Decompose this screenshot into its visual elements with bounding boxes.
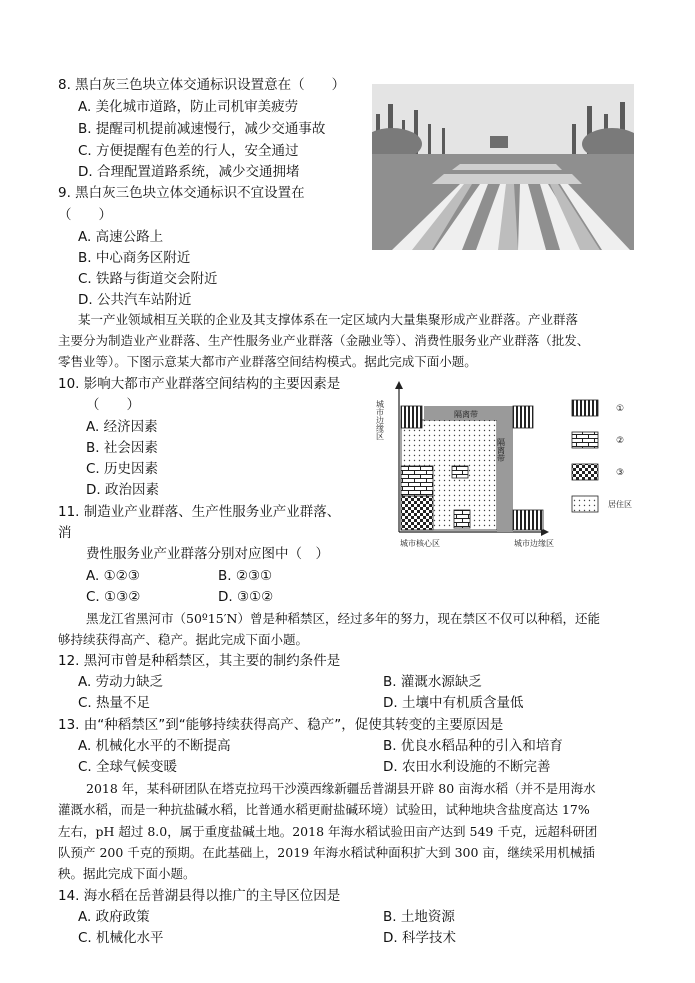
q9-option-c: C. 铁路与街道交会附近	[78, 271, 218, 287]
y-axis-label: 城市边缘区	[375, 400, 385, 440]
q13-option-b: B. 优良水稻品种的引入和培育	[383, 738, 563, 754]
q13-option-d: D. 农田水利设施的不断完善	[383, 759, 551, 775]
question-9-stem: 9. 黑白灰三色块立体交通标识不宜设置在	[58, 185, 305, 201]
passage-1-line-2: 主要分为制造业产业群落、生产性服务业产业群落（金融业等）、消费性服务业产业群落（批发、	[58, 333, 590, 348]
question-10-stem-bracket: （ ）	[86, 397, 140, 413]
q13-option-a: A. 机械化水平的不断提高	[78, 738, 231, 754]
q14-option-a: A. 政府政策	[78, 909, 150, 925]
q12-option-b: B. 灌溉水源缺乏	[383, 674, 482, 690]
legend-label-residential: 居住区	[608, 500, 632, 509]
q11-option-a: A. ①②③	[86, 568, 140, 584]
passage-3-line-5: 秧。据此完成下面小题。	[58, 866, 196, 881]
passage-1-line-3: 零售业等）。下图示意某大都市产业群落空间结构模式。据此完成下面小题。	[58, 354, 477, 369]
question-11-stem: 11. 制造业产业群落、生产性服务业产业群落、	[58, 504, 341, 520]
passage-3-line-1: 2018 年，某科研团队在塔克拉玛干沙漠西缘新疆岳普湖县开辟 80 亩海水稻（并不是用海水	[86, 781, 596, 796]
passage-3-line-3: 左右，pH 超过 8.0，属于重度盐碱土地。2018 年海水稻试验田亩产达到 549 千克，远超科研团	[58, 824, 598, 839]
question-9-stem-bracket: （ ）	[58, 207, 112, 223]
question-8-stem: 8. 黑白灰三色块立体交通标识设置意在（ ）	[58, 77, 346, 93]
passage-2-line-1: 黑龙江省黑河市（50º15′N）曾是种稻禁区，经过多年的努力，现在禁区不仅可以种稻，还能	[86, 611, 600, 626]
question-10-stem: 10. 影响大都市产业群落空间结构的主要因素是	[58, 376, 341, 392]
legend-label-3: ③	[616, 468, 625, 478]
industry-cluster-diagram	[372, 378, 652, 556]
passage-1-line-1: 某一产业领域相互关联的企业及其支撑体系在一定区域内大量集聚形成产业群落。产业群落	[78, 312, 579, 327]
legend-label-2: ②	[616, 436, 625, 446]
q12-option-c: C. 热量不足	[78, 695, 151, 711]
q14-option-b: B. 土地资源	[383, 909, 455, 925]
q13-option-c: C. 全球气候变暖	[78, 759, 178, 775]
q11-option-d: D. ③①②	[218, 589, 274, 605]
question-11-stem-cont-2: 费性服务业产业群落分别对应图中（ ）	[86, 546, 329, 562]
q12-option-d: D. 土壤中有机质含量低	[383, 695, 524, 711]
q14-option-c: C. 机械化水平	[78, 930, 164, 946]
q9-option-b: B. 中心商务区附近	[78, 250, 191, 266]
barrier-side-label: 隔离带	[496, 438, 506, 462]
q11-option-b: B. ②③①	[218, 568, 273, 584]
q10-option-a: A. 经济因素	[86, 419, 158, 435]
q9-option-a: A. 高速公路上	[78, 229, 164, 245]
q10-option-d: D. 政治因素	[86, 482, 159, 498]
passage-2-line-2: 够持续获得高产、稳产。据此完成下面小题。	[58, 632, 309, 647]
passage-3-line-2: 灌溉水稻，而是一种抗盐碱水稻，比普通水稻更耐盐碱环境）试验田，试种地块含盐度高达 17%	[58, 802, 590, 817]
question-13-stem: 13. 由“种稻禁区”到“能够持续获得高产、稳产”，促使其转变的主要原因是	[58, 717, 504, 733]
x-axis-end-label: 城市边缘区	[514, 539, 554, 548]
barrier-top-label: 隔离带	[454, 410, 478, 419]
question-11-stem-cont: 消	[58, 525, 72, 541]
q10-option-b: B. 社会因素	[86, 440, 158, 456]
q8-option-c: C. 方便提醒有色差的行人，安全通过	[78, 143, 299, 159]
passage-3-line-4: 队预产 200 千克的预期。在此基础上，2019 年海水稻试种面积扩大到 300 亩，继续采用机械插	[58, 845, 595, 860]
q8-option-a: A. 美化城市道路，防止司机审美疲劳	[78, 99, 299, 115]
q9-option-d: D. 公共汽车站附近	[78, 292, 192, 308]
q8-option-b: B. 提醒司机提前减速慢行，减少交通事故	[78, 121, 326, 137]
question-14-stem: 14. 海水稻在岳普湖县得以推广的主导区位因是	[58, 888, 341, 904]
question-12-stem: 12. 黑河市曾是种稻禁区，其主要的制约条件是	[58, 653, 341, 669]
q8-option-d: D. 合理配置道路系统，减少交通拥堵	[78, 164, 300, 180]
x-axis-origin-label: 城市核心区	[400, 539, 440, 548]
legend-label-1: ①	[616, 404, 625, 414]
q14-option-d: D. 科学技术	[383, 930, 456, 946]
q11-option-c: C. ①③②	[86, 589, 141, 605]
q12-option-a: A. 劳动力缺乏	[78, 674, 164, 690]
road-marking-photo	[372, 84, 634, 250]
q10-option-c: C. 历史因素	[86, 461, 159, 477]
